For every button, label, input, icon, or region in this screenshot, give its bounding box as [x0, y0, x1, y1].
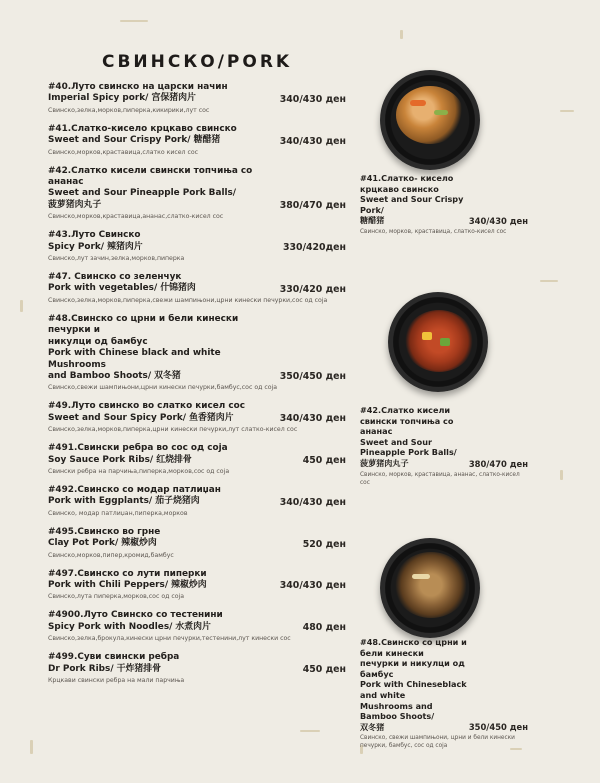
menu-item: [48, 401, 346, 434]
item-name: #48.Свинско со црни и бели кинески печурки и никулци од бамбус Pork with Chinese black and white Mushrooms and Bamboo Shoots/ 双冬猪: [48, 313, 239, 381]
item-price: 520 ден: [302, 538, 346, 550]
item-price: 330/420ден: [283, 242, 346, 254]
paper-fleck: [560, 110, 574, 112]
food-crispy-pork: [396, 86, 464, 144]
caption-price: 340/430 ден: [468, 215, 528, 226]
menu-item: [48, 610, 346, 643]
menu-item: [48, 272, 346, 305]
food-garnish: [434, 110, 448, 115]
paper-fleck: [20, 300, 23, 312]
caption-pork-mushrooms: [360, 637, 528, 750]
item-price: 340/430 ден: [279, 580, 346, 592]
item-price: 340/430 ден: [279, 413, 346, 425]
item-price: 480 ден: [302, 622, 346, 634]
food-pork-mushrooms: [394, 552, 468, 618]
caption-name: #48.Свинско со црни и бели кинески печурки и никулци од бамбус Pork with Chineseblack and white Mushrooms and Bamboo Shoots/ 双冬猪: [360, 637, 467, 732]
item-ingredients: Свински ребра на парчиња,пиперка,морков,сос од соја: [48, 467, 230, 475]
item-price: 340/430 ден: [279, 93, 346, 105]
item-ingredients: Свинско,свежи шампињони,црни кинески печурки,бамбус,сос од соја: [48, 384, 278, 392]
item-price: 450 ден: [302, 454, 346, 466]
item-ingredients: Свинско,зелка,брокула,кинески црни печурки,тестенини,лут кинески сос: [48, 635, 291, 643]
paper-fleck: [540, 280, 558, 282]
item-ingredients: Свинско,зелка,морков,пиперка,кикирики,лут сос: [48, 106, 210, 114]
food-garnish: [410, 100, 426, 106]
item-price: 340/430 ден: [279, 135, 346, 147]
menu-item: [48, 527, 346, 560]
caption-name: #41.Слатко- кисело крцкаво свинско Sweet and Sour Crispy Pork/ 糖醋猪: [360, 173, 464, 226]
item-ingredients: Свинско,морков,краставица,слатко кисел сос: [48, 148, 199, 156]
dish-photo-pork-balls: [374, 292, 492, 392]
paper-fleck: [400, 30, 403, 39]
item-name: #42.Слатко кисели свински топчиња со ананас Sweet and Sour Pineapple Pork Balls/ 菠萝猪肉丸子: [48, 165, 253, 210]
menu-item: [48, 314, 346, 392]
item-ingredients: Свинско,зелка,морков,пиперка,црни кинески печурки,лут слатко-кисел сос: [48, 426, 298, 434]
item-ingredients: Свинско,зелка,морков,пиперка,свежи шампињони,црни кинески печурки,сос од соја: [48, 296, 328, 304]
item-ingredients: Свинско,лута пиперка,морков,сос од соја: [48, 593, 185, 601]
menu-item: [48, 124, 346, 157]
menu-item: [48, 166, 346, 222]
item-ingredients: Свинско,лут зачин,зелка,морков,пиперка: [48, 255, 185, 263]
dish-photo-crispy-pork: [366, 70, 484, 170]
paper-fleck: [30, 740, 33, 754]
menu-item: [48, 443, 346, 476]
item-ingredients: Свинско,морков,краставица,ананас,слатко-кисел сос: [48, 213, 224, 221]
item-ingredients: Свинско, модар патлиџан,пиперка,морков: [48, 509, 188, 517]
item-price: 450 ден: [302, 664, 346, 675]
item-name: #41.Слатко-кисело крцкаво свинско Sweet and Sour Crispy Pork/ 糖醋猪: [48, 123, 237, 146]
item-name: #495.Свинско во грне Clay Pot Pork/ 辣椒炒肉: [48, 526, 161, 549]
item-name: #4900.Луто Свинско со тестенини Spicy Pork with Noodles/ 水煮肉片: [48, 610, 223, 632]
page-title: СВИНСКО/PORK: [102, 52, 293, 72]
caption-pork-balls: [360, 405, 528, 487]
item-price: 330/420 ден: [279, 283, 346, 295]
food-garnish: [412, 574, 430, 579]
item-name: #43.Луто Свинско Spicy Pork/ 辣猪肉片: [48, 230, 143, 252]
caption-price: 350/450 ден: [468, 722, 528, 733]
caption-ingredients: Свинско, морков, краставица, ананас, слатко-кисел сос: [360, 471, 520, 486]
paper-fleck: [120, 20, 148, 22]
paper-fleck: [560, 470, 563, 480]
caption-ingredients: Свинско, морков, краставица, слатко-кисел сос: [360, 228, 507, 235]
item-name: #40.Луто свинско на царски начин Imperial Spicy pork/ 宫保猪肉片: [48, 82, 228, 104]
menu-list: [48, 82, 346, 694]
item-name: #49.Луто свинско во слатко кисел сос Sweet and Sour Spicy Pork/ 鱼香猪肉片: [48, 401, 245, 423]
item-price: 380/470 ден: [279, 200, 346, 212]
food-garnish: [440, 338, 450, 346]
food-pork-balls: [404, 310, 474, 372]
item-price: 340/430 ден: [279, 496, 346, 508]
menu-item: [48, 485, 346, 518]
dish-photo-pork-mushrooms: [366, 538, 484, 638]
item-name: #497.Свинско со лути пиперки Pork with Chili Peppers/ 辣椒炒肉: [48, 568, 207, 590]
item-ingredients: Свинско,морков,пипер,кромид,бамбус: [48, 551, 174, 559]
caption-ingredients: Свинско, свежи шампињони, црни и бели кинески печурки, бамбус, сос од соја: [360, 735, 515, 750]
menu-item: [48, 230, 346, 263]
item-ingredients: Крцкави свински ребра на мали парчиња: [48, 677, 185, 684]
menu-item: [48, 569, 346, 602]
item-name: #47. Свинско со зеленчук Pork with vegetables/ 什锦猪肉: [48, 272, 196, 294]
item-name: #491.Свински ребра во сос од соја Soy Sauce Pork Ribs/ 红烧排骨: [48, 443, 228, 465]
paper-fleck: [300, 730, 320, 732]
item-price: 350/450 ден: [279, 371, 346, 383]
food-garnish: [422, 332, 432, 340]
caption-crispy-pork: [360, 173, 528, 236]
item-name: #499.Суви свински ребра Dr Pork Ribs/ 干炸猪排骨: [48, 652, 180, 674]
caption-price: 380/470 ден: [468, 458, 528, 469]
item-name: #492.Свинско со модар патлиџан Pork with Eggplants/ 茄子烧猪肉: [48, 484, 221, 507]
caption-name: #42.Слатко кисели свински топчиња со ананас Sweet and Sour Pineapple Pork Balls/ 菠萝猪肉丸子: [360, 405, 457, 468]
menu-item: [48, 82, 346, 115]
menu-item: [48, 652, 346, 685]
